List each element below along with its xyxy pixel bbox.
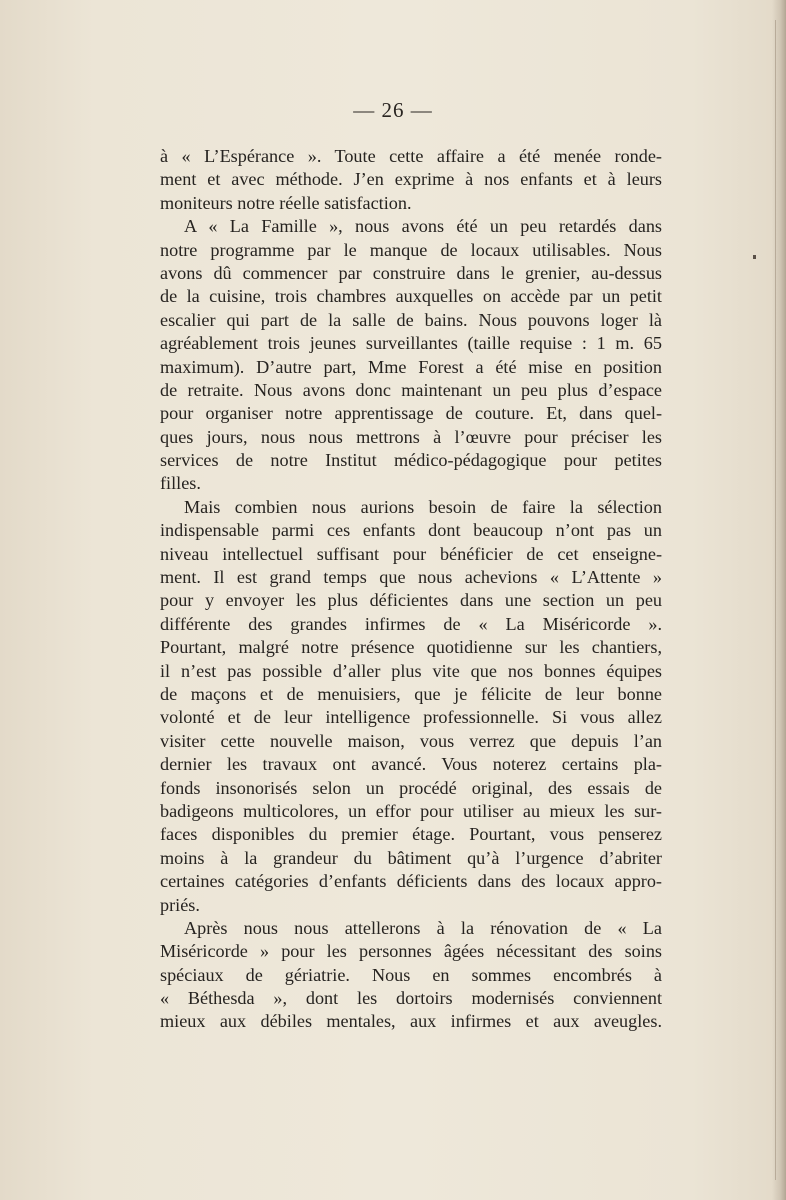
text-line: dernier les travaux ont avancé. Vous noterez certains pla- — [160, 754, 662, 775]
text-line: ques jours, nous nous mettrons à l’œuvre pour préciser les — [160, 426, 662, 447]
text-line: agréablement trois jeunes surveillantes (taille requise : 1 m. 65 — [160, 333, 662, 354]
margin-mark — [753, 255, 756, 259]
text-line: Mais combien nous aurions besoin de faire la sélection — [184, 496, 662, 517]
text-line: moins à la grandeur du bâtiment qu’à l’urgence d’abriter — [160, 847, 662, 868]
text-line: certaines catégories d’enfants déficients dans des locaux appro- — [160, 871, 662, 892]
text-line: « Béthesda », dont les dortoirs modernisés conviennent — [160, 988, 662, 1009]
text-line: maximum). D’autre part, Mme Forest a été mise en position — [160, 356, 662, 377]
text-line: filles. — [160, 473, 201, 494]
page-number: — 26 — — [353, 98, 433, 122]
text-line: différente des grandes infirmes de « La Miséricorde ». — [160, 613, 662, 634]
text-line: ment et avec méthode. J’en exprime à nos enfants et à leurs — [160, 169, 662, 190]
text-line: de maçons et de menuisiers, que je félicite de leur bonne — [160, 683, 662, 704]
text-line: escalier qui part de la salle de bains. Nous pouvons loger là — [160, 309, 662, 330]
text-line: faces disponibles du premier étage. Pourtant, vous penserez — [160, 824, 662, 845]
text-line: volonté et de leur intelligence professionnelle. Si vous allez — [160, 707, 662, 728]
body-text — [160, 145, 662, 1034]
text-line: de retraite. Nous avons donc maintenant un peu plus d’espace — [160, 379, 662, 400]
text-line: ment. Il est grand temps que nous achevions « L’Attente » — [160, 567, 662, 588]
text-line: pour organiser notre apprentissage de couture. Et, dans quel- — [160, 403, 662, 424]
text-line: niveau intellectuel suffisant pour bénéficier de cet enseigne- — [160, 543, 662, 564]
text-line: avons dû commencer par construire dans le grenier, au-dessus — [160, 262, 662, 283]
text-line: visiter cette nouvelle maison, vous verrez que depuis l’an — [160, 730, 662, 751]
text-line: Miséricorde » pour les personnes âgées nécessitant des soins — [160, 941, 662, 962]
text-line: mieux aux débiles mentales, aux infirmes et aux aveugles. — [160, 1011, 662, 1032]
text-line: Après nous nous attellerons à la rénovation de « La — [184, 917, 662, 938]
text-line: A « La Famille », nous avons été un peu retardés dans — [184, 216, 662, 237]
text-line: il n’est pas possible d’aller plus vite que nos bonnes équipes — [160, 660, 662, 681]
page-fold-line — [775, 20, 776, 1180]
text-line: badigeons multicolores, un effor pour utiliser au mieux les sur- — [160, 800, 662, 821]
text-line: Pourtant, malgré notre présence quotidienne sur les chantiers, — [160, 637, 662, 658]
text-line: fonds insonorisés selon un procédé original, des essais de — [160, 777, 662, 798]
text-line: moniteurs notre réelle satisfaction. — [160, 192, 412, 213]
text-line: priés. — [160, 894, 200, 915]
text-line: indispensable parmi ces enfants dont beaucoup n’ont pas un — [160, 520, 662, 541]
text-line: notre programme par le manque de locaux utilisables. Nous — [160, 239, 662, 260]
text-line: spéciaux de gériatrie. Nous en sommes encombrés à — [160, 964, 662, 985]
text-line: à « L’Espérance ». Toute cette affaire a été menée ronde- — [160, 146, 662, 166]
text-line: de la cuisine, trois chambres auxquelles on accède par un petit — [160, 286, 662, 307]
text-line: pour y envoyer les plus déficientes dans une section un peu — [160, 590, 662, 611]
text-line: services de notre Institut médico-pédagogique pour petites — [160, 450, 662, 471]
